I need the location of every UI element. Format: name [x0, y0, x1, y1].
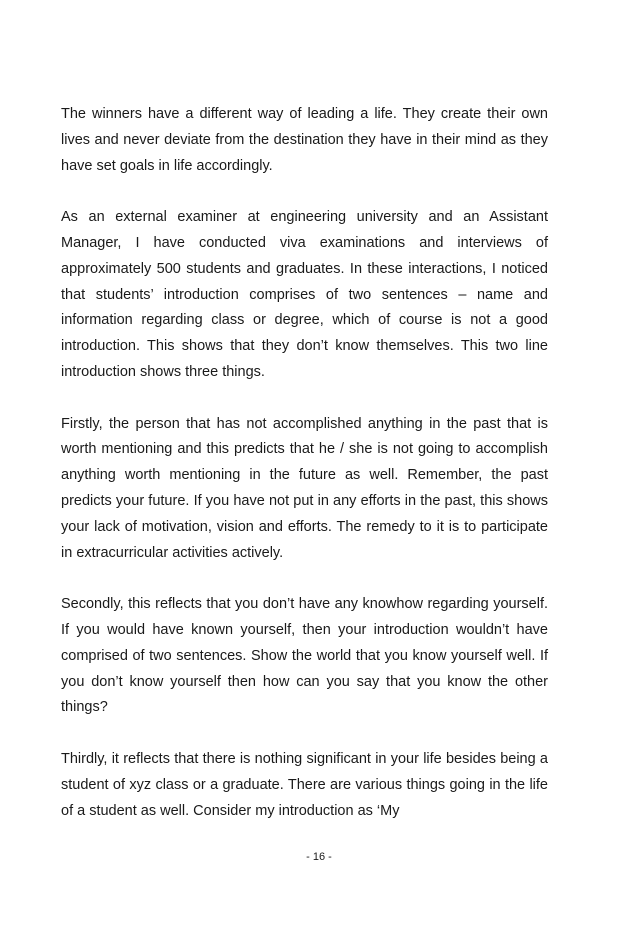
paragraph-thirdly: Thirdly, it reflects that there is nothing significant in your life besides being a student of xyz class or a graduate. There are various things going in the life of a student as well. Consider my introduction as ‘My [61, 750, 548, 819]
body-text [61, 102, 548, 824]
paragraph-secondly: Secondly, this reflects that you don’t have any knowhow regarding yourself. If you would have known yourself, then your introduction wouldn’t have comprised of two sentences. Show the world that you know yourself well. If you don’t know yourself then how can you say that you know the other things? [61, 596, 548, 716]
paragraph-external-examiner: As an external examiner at engineering university and an Assistant Manager, I have conducted viva examinations and interviews of approximately 500 students and graduates. In these interactions, I noticed that students’ introduction comprises of two sentences – name and information regarding class or degree, which of course is not a good introduction. This shows that they don’t know themselves. This two line introduction shows three things. [61, 209, 548, 380]
paragraph-winners: The winners have a different way of leading a life. They create their own lives and never deviate from the destination they have in their mind as they have set goals in life accordingly. [61, 106, 548, 174]
paragraph-firstly: Firstly, the person that has not accomplished anything in the past that is worth mentioning and this predicts that he / she is not going to accomplish anything worth mentioning in the future as well. Remember, the past predicts your future. If you have not put in any efforts in the past, this shows your lack of motivation, vision and efforts. The remedy to it is to participate in extracurricular activities actively. [61, 415, 548, 561]
page-number: - 16 - [306, 851, 332, 863]
